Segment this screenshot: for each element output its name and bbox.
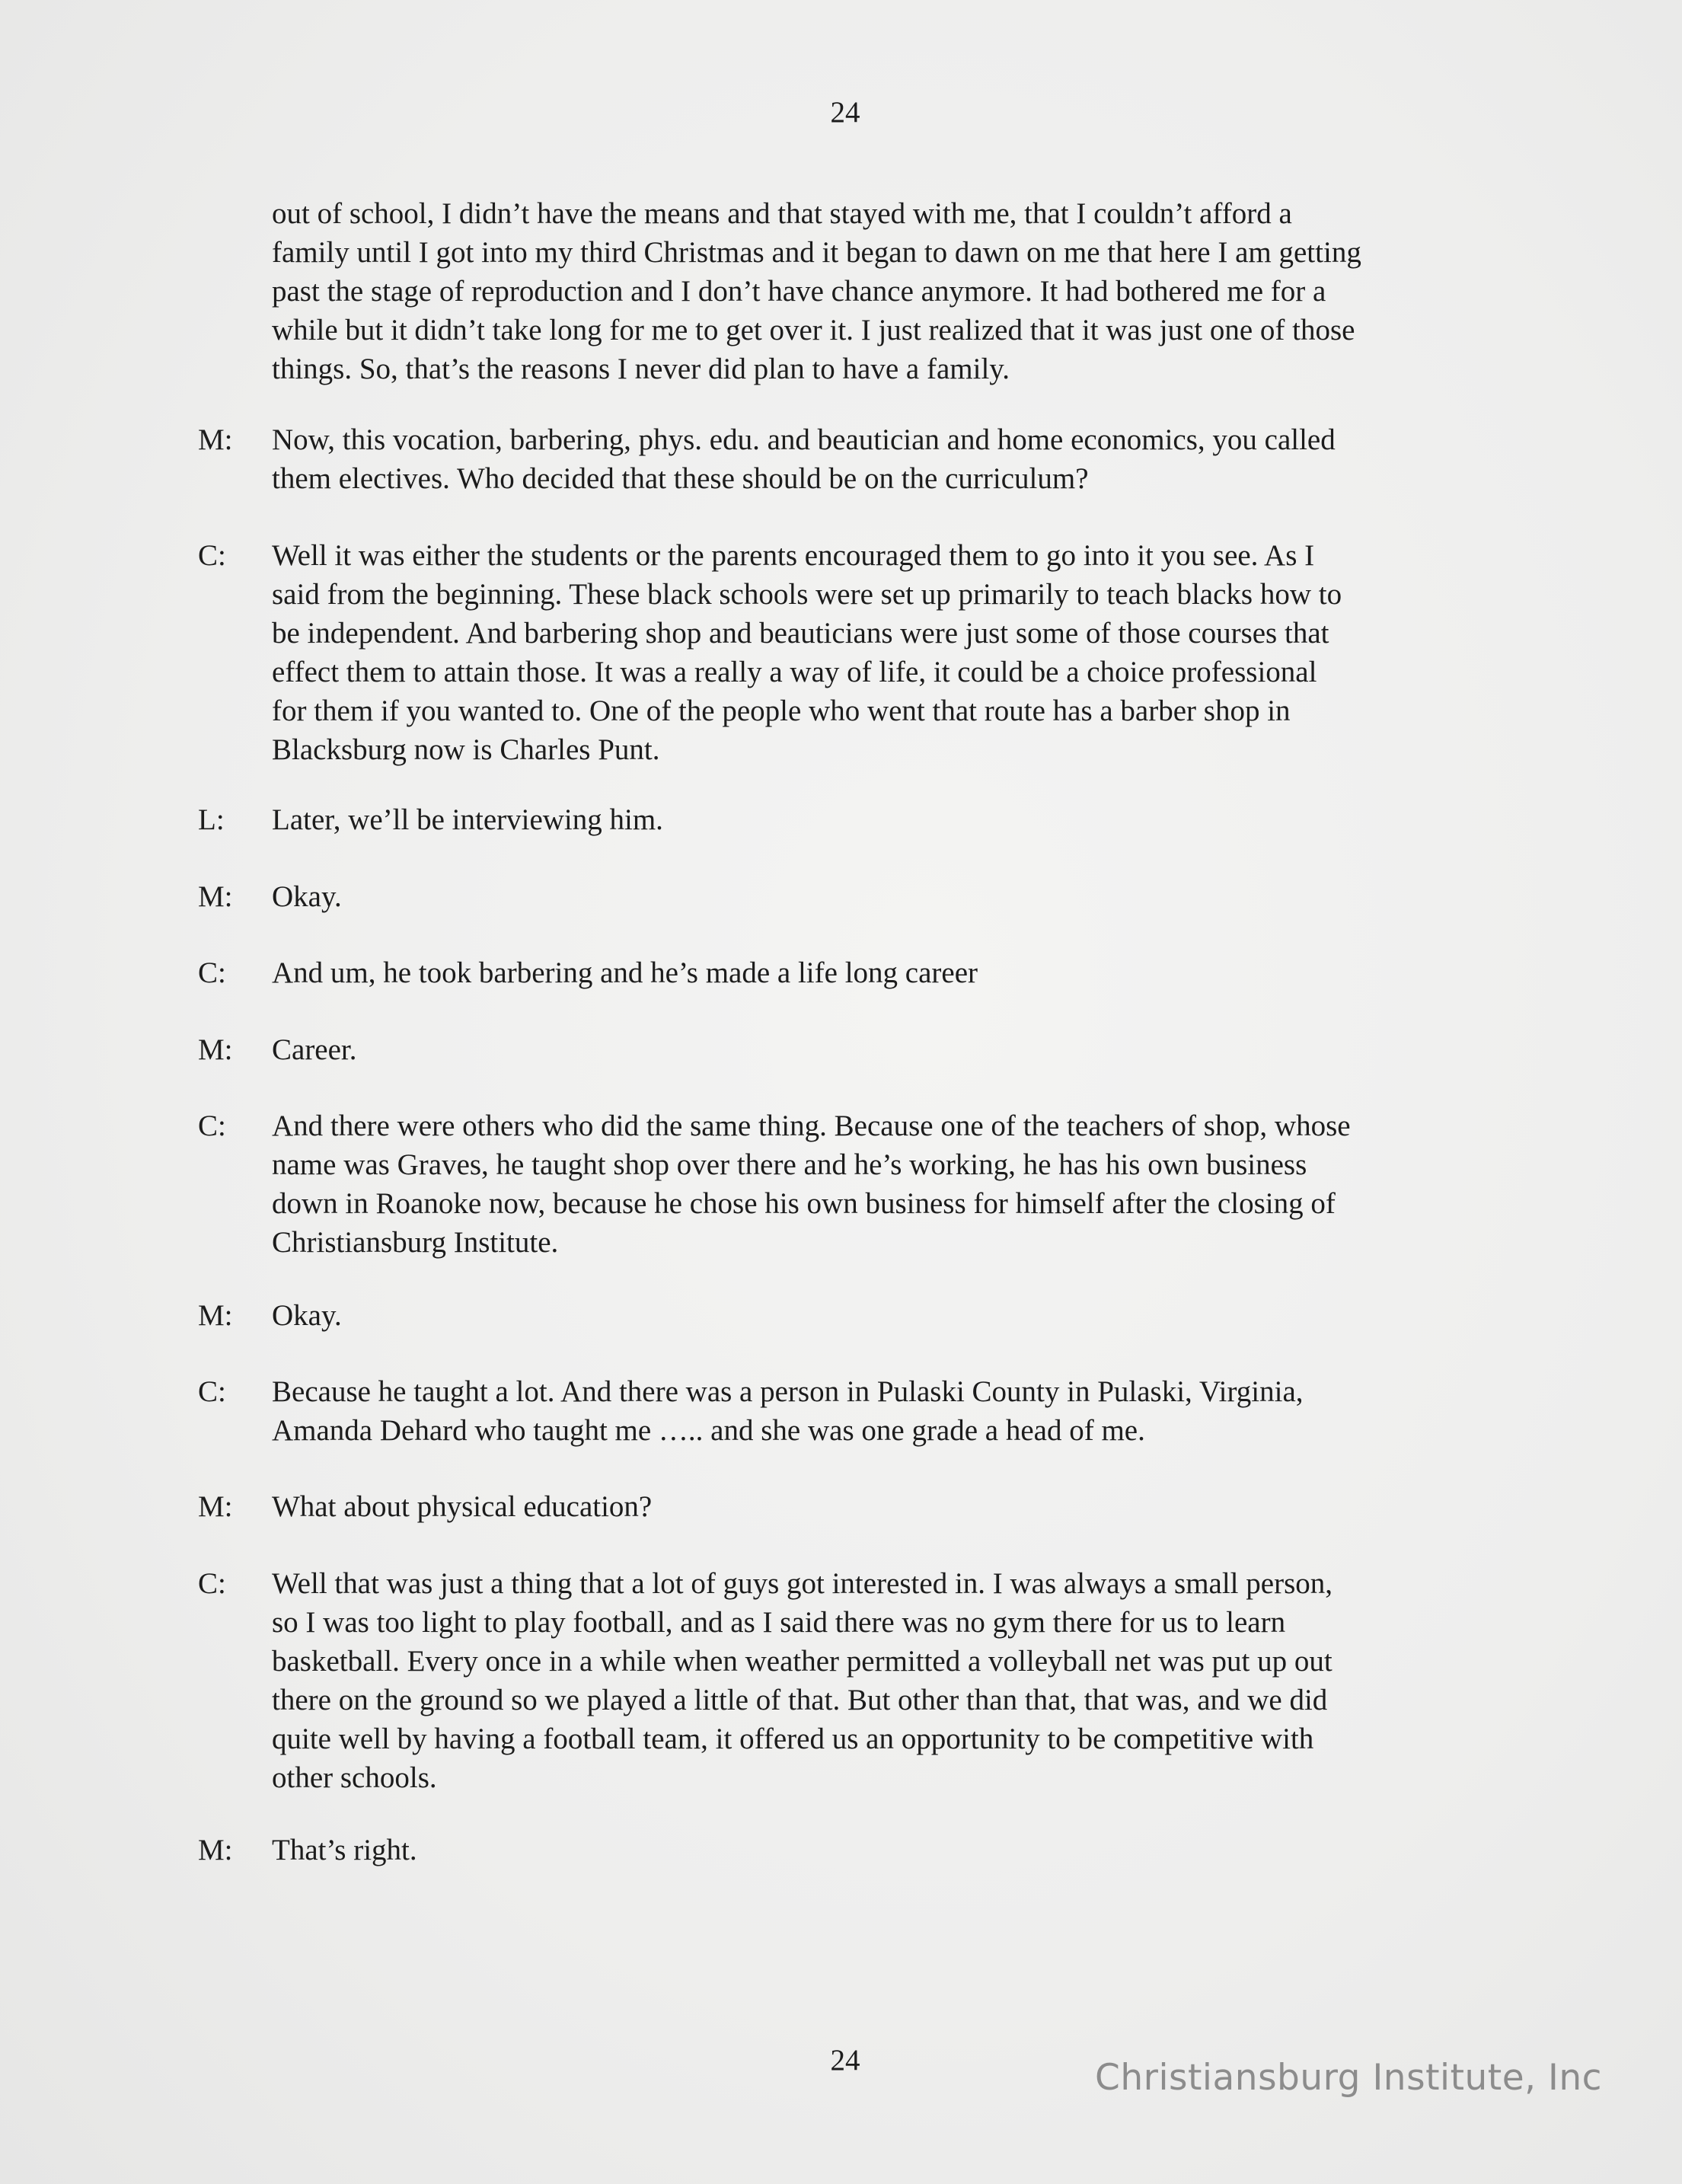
speaker-label: C: xyxy=(198,1110,226,1142)
entry-text: Because he taught a lot. And there was a person in Pulaski County in Pulaski, Virginia, Amanda Dehard who taught me ….. and she was one grade a head of me. xyxy=(272,1375,1304,1447)
speaker-label: M: xyxy=(198,1490,233,1523)
watermark: Christiansburg Institute, Inc xyxy=(1095,2057,1602,2099)
speaker-label: C: xyxy=(198,956,226,989)
entry-text: Okay. xyxy=(272,880,342,913)
entry-text: Now, this vocation, barbering, phys. edu. and beautician and home economics, you called them electives. Who decided that these should be on the curriculum? xyxy=(272,423,1336,495)
entry-text: Okay. xyxy=(272,1299,342,1332)
speaker-label: M: xyxy=(198,880,233,913)
speaker-label: M: xyxy=(198,1834,233,1866)
entry-text: And um, he took barbering and he’s made a life long career xyxy=(272,956,978,989)
speaker-label: C: xyxy=(198,1567,226,1600)
speaker-label: M: xyxy=(198,1033,233,1066)
entry-text: Well it was either the students or the parents encouraged them to go into it you see. As I said from the beginning. These black schools were set up primarily to teach blacks how to be independent. And barbering shop and beauticians were just some of those courses that effect them to attain those. It was a really a way of life, it could be a choice professional for them if you wanted to. One of the people who went that route has a barber shop in Blacksburg now is Charles Punt. xyxy=(272,539,1342,766)
speaker-label: C: xyxy=(198,539,226,572)
page-number-top: 24 xyxy=(830,96,860,129)
entry-text: What about physical education? xyxy=(272,1490,653,1523)
speaker-label: M: xyxy=(198,423,233,456)
entry-text: out of school, I didn’t have the means and that stayed with me, that I couldn’t afford a family until I got into my third Christmas and it began to dawn on me that here I am getting past the stage of reproduction and I don’t have chance anymore. It had bothered me for a while but it didn’t take long for me to get over it. I just realized that it was just one of those things. So, that’s the reasons I never did plan to have a family. xyxy=(272,197,1361,385)
entry-text: Career. xyxy=(272,1033,357,1066)
entry-text: That’s right. xyxy=(272,1834,417,1866)
page-number-bottom: 24 xyxy=(830,2044,860,2077)
speaker-label: C: xyxy=(198,1375,226,1408)
speaker-label: L: xyxy=(198,803,225,836)
entry-text: And there were others who did the same thing. Because one of the teachers of shop, whose name was Graves, he taught shop over there and he’s working, he has his own business down in Roanoke now, because he chose his own business for himself after the closing of Christiansburg Institute. xyxy=(272,1110,1351,1259)
entry-text: Later, we’ll be interviewing him. xyxy=(272,803,663,836)
entry-text: Well that was just a thing that a lot of guys got interested in. I was always a small person, so I was too light to play football, and as I said there was no gym there for us to learn basketball. Every once in a while when weather permitted a volleyball net was put up out there on the ground so we played a little of that. But other than that, that was, and we did quite well by having a football team, it offered us an opportunity to be competitive with other schools. xyxy=(272,1567,1333,1794)
speaker-label: M: xyxy=(198,1299,233,1332)
